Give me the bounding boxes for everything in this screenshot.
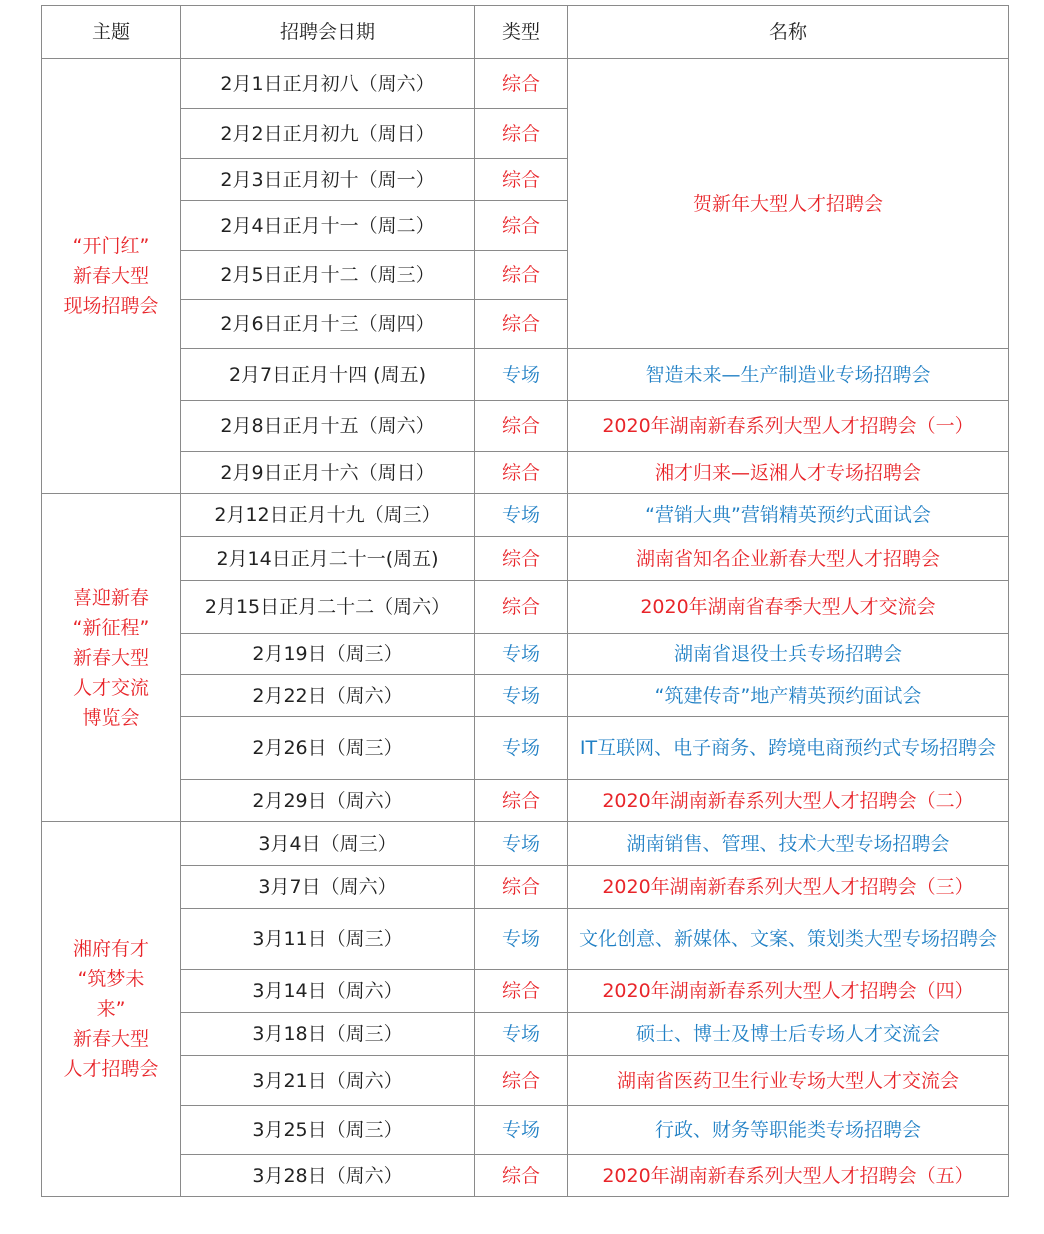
table-row (42, 909, 1009, 970)
fair-name-cell: “营销大典”营销精英预约式面试会 (568, 494, 1009, 537)
date-cell: 2月22日（周六） (181, 675, 475, 717)
table-row (42, 349, 1009, 401)
table-row (42, 1013, 1009, 1056)
fair-name-cell: 文化创意、新媒体、文案、策划类大型专场招聘会 (568, 909, 1009, 970)
topic-cell: 喜迎新春 “新征程” 新春大型 人才交流 博览会 (42, 494, 181, 822)
type-cell: 综合 (475, 109, 568, 159)
date-cell: 2月6日正月十三（周四） (181, 300, 475, 349)
header-name: 名称 (568, 6, 1009, 59)
date-cell: 3月21日（周六） (181, 1056, 475, 1106)
table-row (42, 1155, 1009, 1197)
fair-name-cell: 湖南销售、管理、技术大型专场招聘会 (568, 822, 1009, 866)
type-cell: 综合 (475, 251, 568, 300)
table-row (42, 780, 1009, 822)
type-cell: 综合 (475, 300, 568, 349)
type-cell: 综合 (475, 537, 568, 581)
date-cell: 3月11日（周三） (181, 909, 475, 970)
type-cell: 综合 (475, 159, 568, 201)
type-cell: 综合 (475, 401, 568, 452)
date-cell: 2月1日正月初八（周六） (181, 59, 475, 109)
date-cell: 3月4日（周三） (181, 822, 475, 866)
table-row (42, 970, 1009, 1013)
date-cell: 2月26日（周三） (181, 717, 475, 780)
type-cell: 专场 (475, 349, 568, 401)
type-cell: 综合 (475, 201, 568, 251)
type-cell: 综合 (475, 866, 568, 909)
type-cell: 专场 (475, 1013, 568, 1056)
fair-name-cell: 贺新年大型人才招聘会 (568, 59, 1009, 349)
type-cell: 专场 (475, 1106, 568, 1155)
fair-name-cell: 湖南省医药卫生行业专场大型人才交流会 (568, 1056, 1009, 1106)
type-cell: 专场 (475, 634, 568, 675)
date-cell: 2月3日正月初十（周一） (181, 159, 475, 201)
date-cell: 2月29日（周六） (181, 780, 475, 822)
type-cell: 综合 (475, 59, 568, 109)
type-cell: 专场 (475, 909, 568, 970)
table-row (42, 634, 1009, 675)
date-cell: 2月4日正月十一（周二） (181, 201, 475, 251)
table-row (42, 401, 1009, 452)
job-fair-schedule-table (41, 5, 1009, 1197)
table-row (42, 675, 1009, 717)
date-cell: 2月9日正月十六（周日） (181, 452, 475, 494)
fair-name-cell: 2020年湖南新春系列大型人才招聘会（四） (568, 970, 1009, 1013)
fair-name-cell: 湖南省知名企业新春大型人才招聘会 (568, 537, 1009, 581)
date-cell: 2月8日正月十五（周六） (181, 401, 475, 452)
fair-name-cell: 2020年湖南新春系列大型人才招聘会（二） (568, 780, 1009, 822)
date-cell: 2月2日正月初九（周日） (181, 109, 475, 159)
fair-name-cell: IT互联网、电子商务、跨境电商预约式专场招聘会 (568, 717, 1009, 780)
type-cell: 综合 (475, 970, 568, 1013)
table-row (42, 717, 1009, 780)
type-cell: 专场 (475, 675, 568, 717)
table-row (42, 1106, 1009, 1155)
fair-name-cell: 2020年湖南新春系列大型人才招聘会（五） (568, 1155, 1009, 1197)
date-cell: 2月5日正月十二（周三） (181, 251, 475, 300)
type-cell: 综合 (475, 581, 568, 634)
fair-name-cell: 智造未来—生产制造业专场招聘会 (568, 349, 1009, 401)
date-cell: 2月12日正月十九（周三） (181, 494, 475, 537)
table-header-row (42, 6, 1009, 59)
fair-name-cell: 2020年湖南新春系列大型人才招聘会（一） (568, 401, 1009, 452)
table-body (42, 59, 1009, 1197)
type-cell: 专场 (475, 717, 568, 780)
table-row (42, 1056, 1009, 1106)
header-date: 招聘会日期 (181, 6, 475, 59)
fair-name-cell: “筑建传奇”地产精英预约面试会 (568, 675, 1009, 717)
table-row (42, 494, 1009, 537)
fair-name-cell: 行政、财务等职能类专场招聘会 (568, 1106, 1009, 1155)
fair-name-cell: 硕士、博士及博士后专场人才交流会 (568, 1013, 1009, 1056)
table-row (42, 537, 1009, 581)
type-cell: 专场 (475, 822, 568, 866)
fair-name-cell: 2020年湖南省春季大型人才交流会 (568, 581, 1009, 634)
table-row (42, 581, 1009, 634)
topic-cell: “开门红” 新春大型 现场招聘会 (42, 59, 181, 494)
type-cell: 综合 (475, 452, 568, 494)
table-row (42, 452, 1009, 494)
header-topic: 主题 (42, 6, 181, 59)
date-cell: 2月7日正月十四 (周五) (181, 349, 475, 401)
table-row (42, 822, 1009, 866)
header-type: 类型 (475, 6, 568, 59)
topic-cell: 湘府有才 “筑梦未 来” 新春大型 人才招聘会 (42, 822, 181, 1197)
fair-name-cell: 2020年湖南新春系列大型人才招聘会（三） (568, 866, 1009, 909)
date-cell: 3月18日（周三） (181, 1013, 475, 1056)
date-cell: 2月15日正月二十二（周六） (181, 581, 475, 634)
date-cell: 3月25日（周三） (181, 1106, 475, 1155)
fair-name-cell: 湘才归来—返湘人才专场招聘会 (568, 452, 1009, 494)
date-cell: 2月19日（周三） (181, 634, 475, 675)
date-cell: 3月28日（周六） (181, 1155, 475, 1197)
fair-name-cell: 湖南省退役士兵专场招聘会 (568, 634, 1009, 675)
date-cell: 3月7日（周六） (181, 866, 475, 909)
date-cell: 3月14日（周六） (181, 970, 475, 1013)
type-cell: 综合 (475, 780, 568, 822)
table-row (42, 866, 1009, 909)
type-cell: 专场 (475, 494, 568, 537)
date-cell: 2月14日正月二十一(周五) (181, 537, 475, 581)
table-row (42, 59, 1009, 109)
type-cell: 综合 (475, 1155, 568, 1197)
type-cell: 综合 (475, 1056, 568, 1106)
